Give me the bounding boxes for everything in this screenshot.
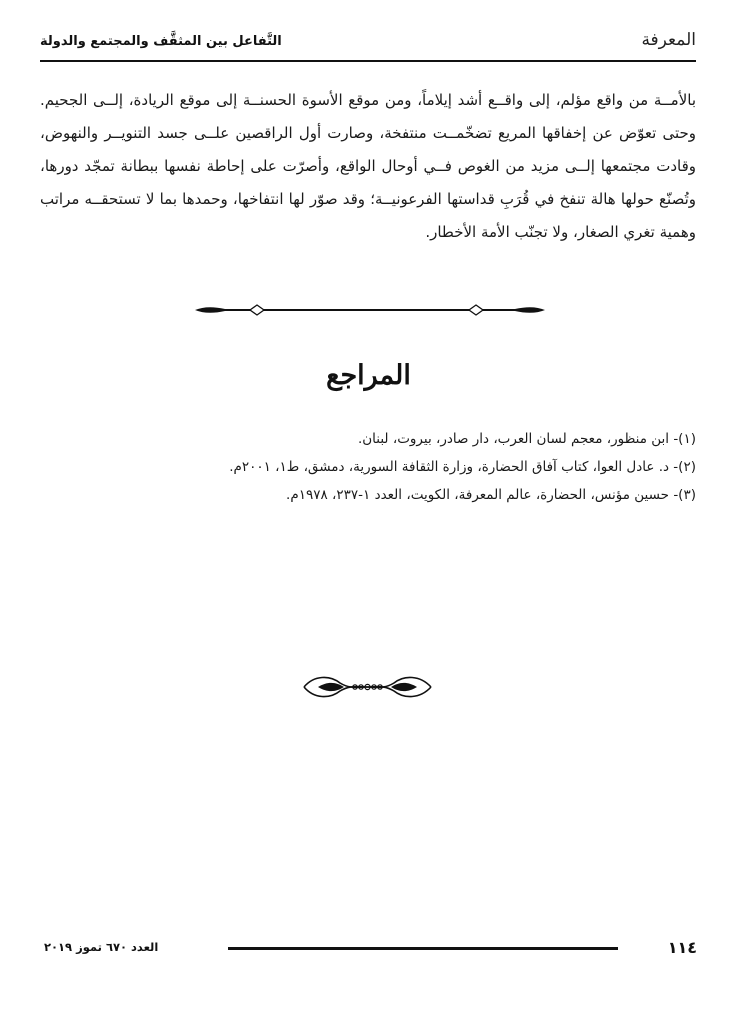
running-title: التَّفاعل بين المثقَّف والمجتمع والدولة bbox=[40, 34, 282, 49]
header-rule bbox=[40, 60, 696, 62]
reference-item: (١)- ابن منظور، معجم لسان العرب، دار صادر، بيروت، لبنان. bbox=[357, 431, 696, 447]
body-paragraph: بالأمــة من واقع مؤلم، إلى واقــع أشد إيلاماً، ومن موقع الأسوة الحسنــة إلى موقع الريادة، إلــى الجحيم. وحتى تعوّض عن إخفاقها المريع تضخّمــت منتفخة، وصارت أول الراقصين علــى جسد التنويــر والنهوض، وقادت مجتمعها إلــى مزيد من الغوص فــي أوحال الواقع، وأصرّت على إحاطة نفسها ببطانة تمجّد دورها، وتُصنّع حولها هالة تنفخ في قُرَبِ قداستها الفرعونيــة؛ وقد صوّر لها انتفاخها، وحمدها بما لا تستحقــه مراتب وهمية تغري الصغار، ولا تجنّب الأمة الأخطار. bbox=[40, 91, 696, 241]
footer-rule bbox=[228, 947, 618, 950]
reference-item: (٣)- حسين مؤنس، الحضارة، عالم المعرفة، الكويت، العدد ١-٢٣٧، ١٩٧٨م. bbox=[286, 487, 696, 503]
reference-item: (٢)- د. عادل العوا، كتاب آفاق الحضارة، وزارة الثقافة السورية، دمشق، ط١، ٢٠٠١م. bbox=[229, 459, 696, 475]
issue-info: العدد ٦٧٠ تموز ٢٠١٩ bbox=[44, 940, 159, 954]
magazine-logo: المعرفة bbox=[641, 30, 696, 50]
page-header bbox=[40, 28, 696, 58]
references-list bbox=[40, 425, 696, 509]
end-flourish-ornament bbox=[300, 672, 435, 702]
section-divider-ornament bbox=[195, 298, 545, 322]
page-number: ١١٤ bbox=[667, 938, 697, 957]
references-heading: المراجع bbox=[326, 360, 411, 391]
